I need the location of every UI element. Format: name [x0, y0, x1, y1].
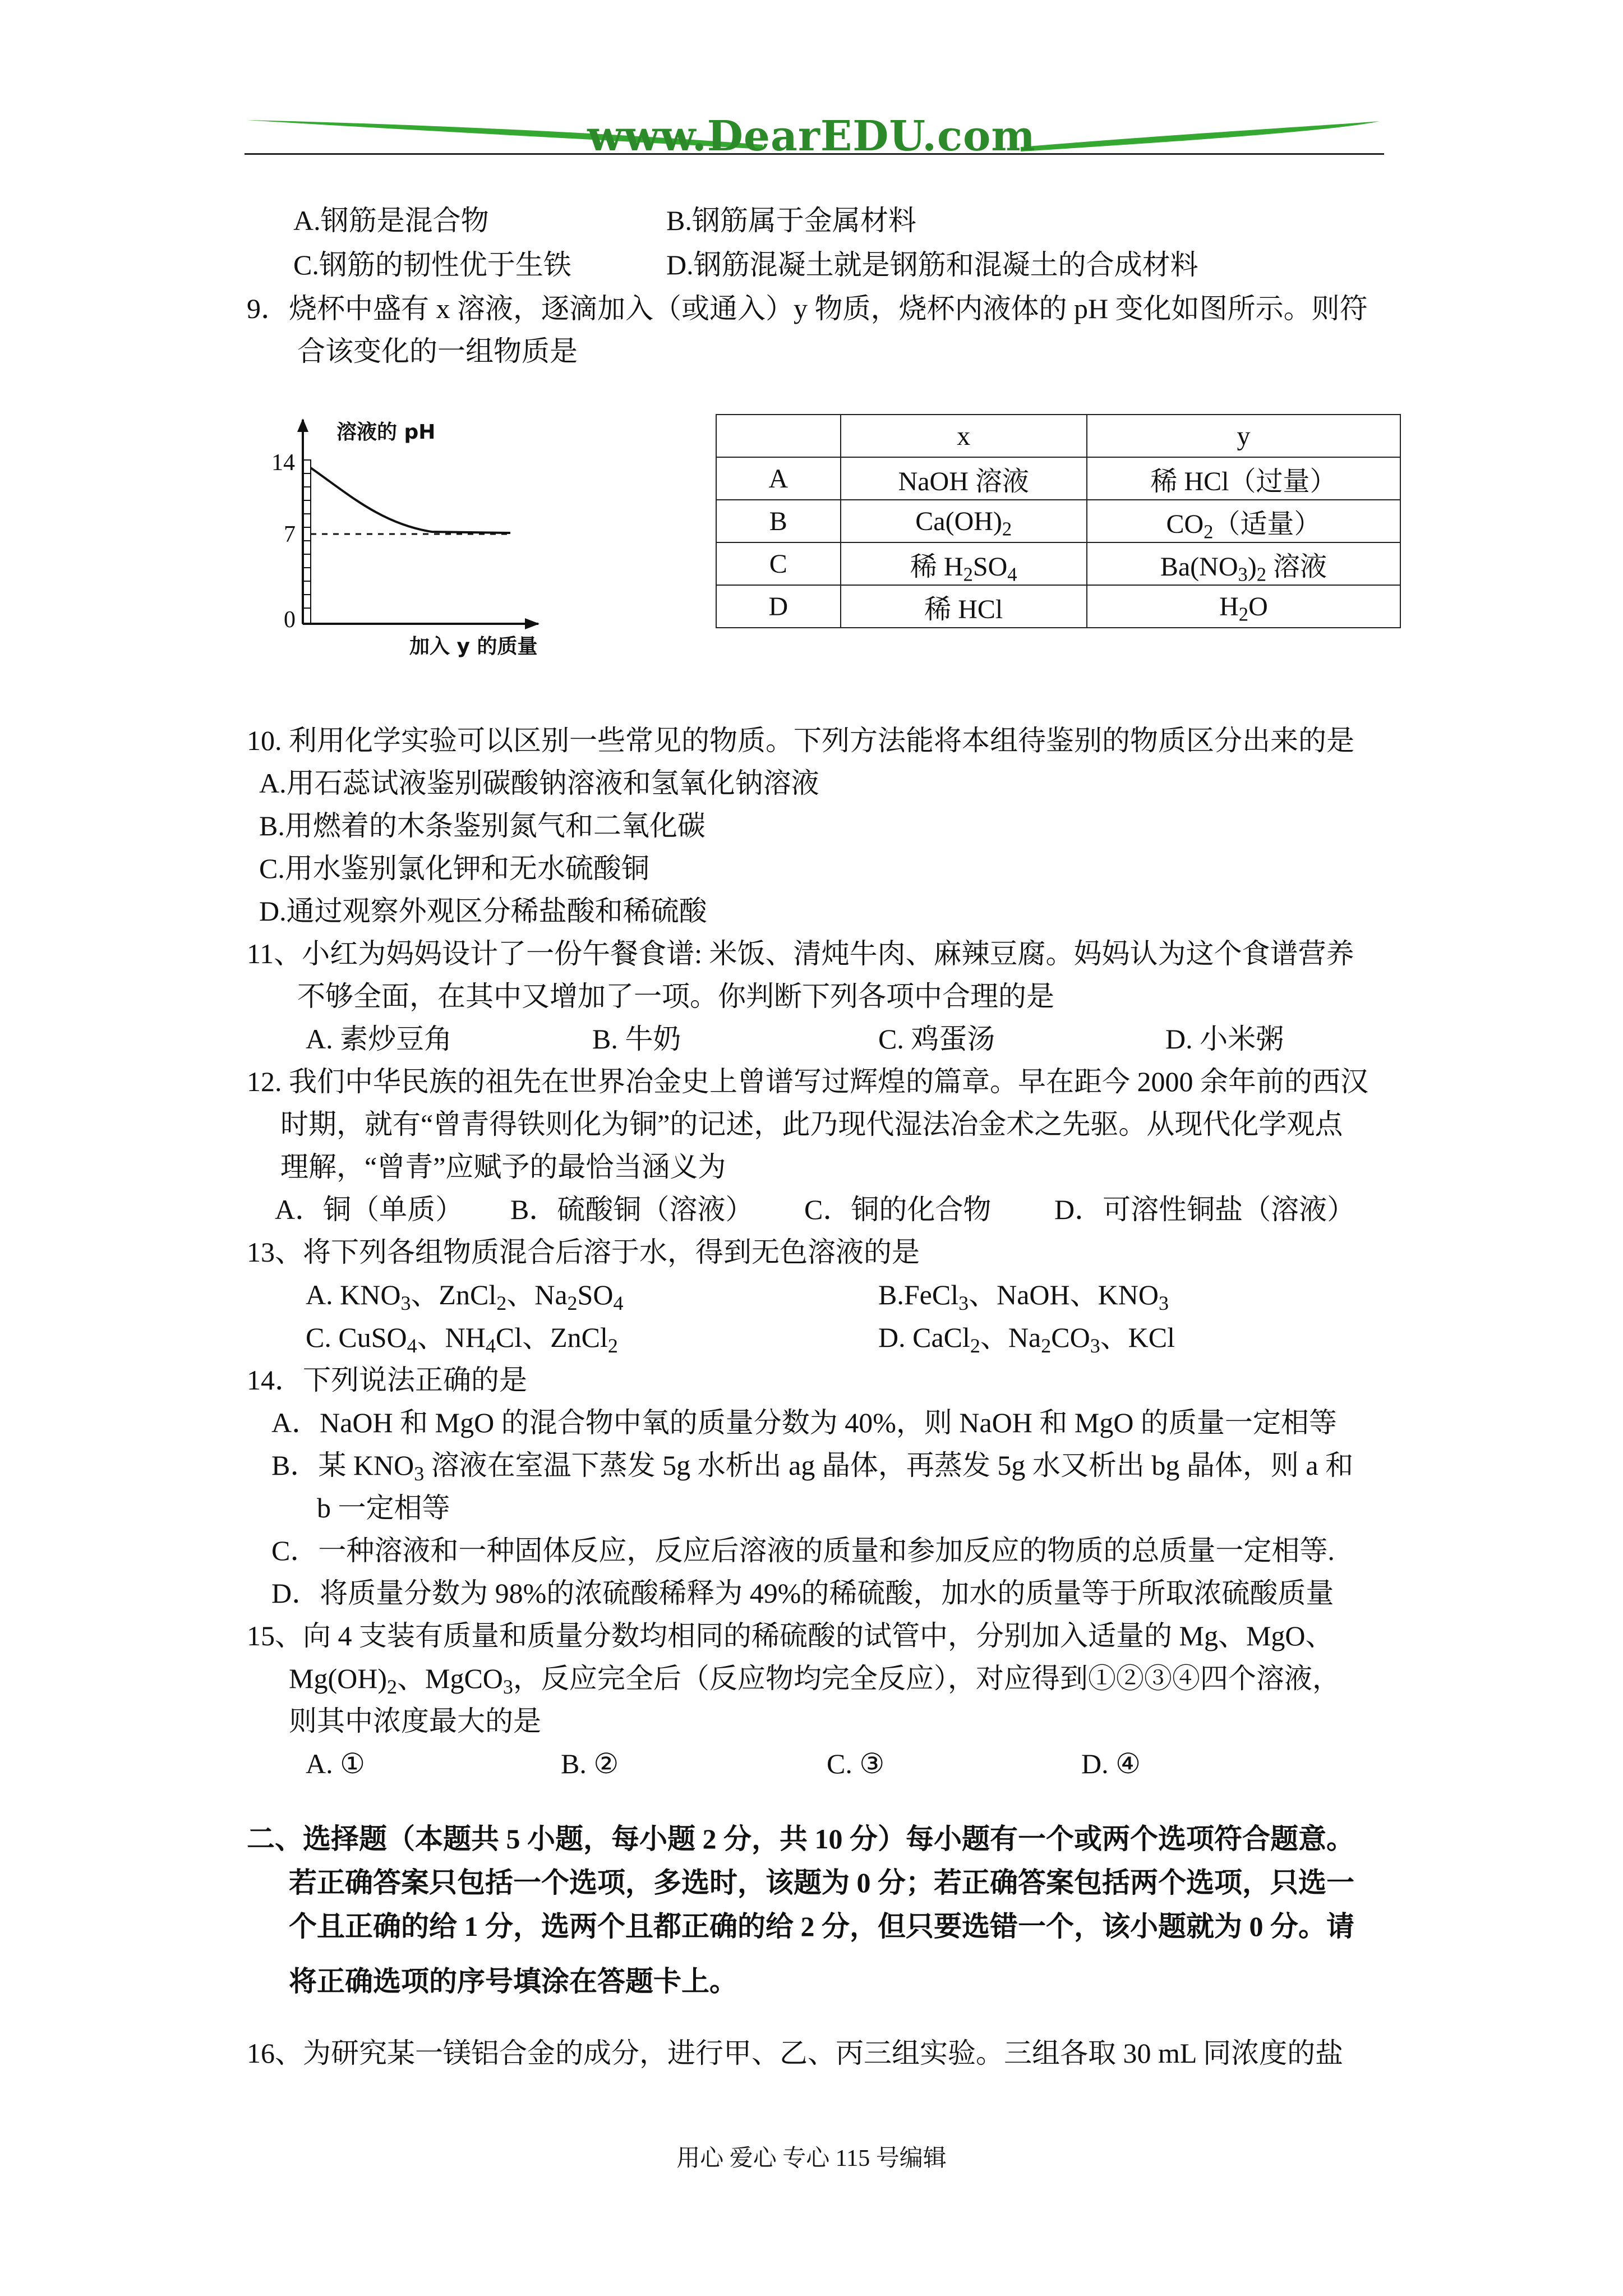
- table-header-y: y: [1087, 415, 1400, 457]
- q8-option-a: A.钢筋是混合物: [293, 205, 489, 236]
- table-row: [716, 542, 1400, 585]
- q9-options-table: [716, 414, 1401, 628]
- ph-chart-tick-7: 7: [284, 522, 296, 547]
- table-row-label: C: [716, 542, 841, 585]
- q15-option-b: B. ②: [561, 1748, 619, 1779]
- q9-stem-line2: 合该变化的一组物质是: [297, 335, 578, 367]
- q15-option-c: C. ③: [827, 1748, 885, 1779]
- q13-option-c: C. CuSO$_4$、$NH_4Cl$、ZnCl$_2$: [306, 1322, 618, 1358]
- ph-chart-xlabel: 加入 y 的质量: [409, 635, 538, 658]
- q11-stem-line1: 11、小红为妈妈设计了一份午餐食谱: 米饭、清炖牛肉、麻辣豆腐。妈妈认为这个食谱营养: [247, 938, 1354, 969]
- table-row-label: D: [716, 585, 841, 628]
- q10-option-a: A.用石蕊试液鉴别碳酸钠溶液和氢氧化钠溶液: [259, 767, 819, 799]
- ph-chart-tick-14: 14: [271, 450, 295, 476]
- q8-option-d: D.钢筋混凝土就是钢筋和混凝土的合成材料: [666, 249, 1198, 280]
- section2-heading-line4: 将正确选项的序号填涂在答题卡上。: [289, 1966, 737, 1997]
- table-row: [716, 457, 1400, 500]
- ph-chart: [247, 415, 561, 662]
- q8-option-b: B.钢筋属于金属材料: [666, 205, 916, 236]
- q15-stem-line3: 则其中浓度最大的是: [289, 1705, 541, 1737]
- table-cell-x: 稀 HCl: [841, 585, 1087, 628]
- q15-stem-line2: $Mg(OH)_2$、MgCO$_3$，反应完全后（反应物均完全反应），对应得到①②③④四个溶液，: [289, 1663, 1340, 1699]
- table-row-label: A: [716, 457, 841, 500]
- table-cell: [716, 415, 841, 457]
- table-cell-y: $H_2O$: [1087, 585, 1400, 628]
- q12-option-b: B．硫酸铜（溶液）: [510, 1194, 754, 1225]
- ph-chart-x-arrow: [525, 618, 540, 629]
- q11-option-a: A. 素炒豆角: [306, 1023, 453, 1055]
- section2-heading-line3: 个且正确的给 1 分，选两个且都正确的给 2 分，但只要选错一个，该小题就为 0 分。请: [289, 1911, 1354, 1942]
- q14-option-b-line1: B．某 $KNO_3$ 溶液在室温下蒸发 5g 水析出 ag 晶体，再蒸发 5g 水又析出 bg 晶体，则 a 和: [271, 1450, 1354, 1485]
- table-row: [716, 585, 1400, 628]
- header-rule: [245, 153, 1384, 155]
- table-header-x: x: [841, 415, 1087, 457]
- q13-option-b: B.FeCl$_3$、NaOH、$KNO_3$: [878, 1279, 1169, 1315]
- q11-option-c: C. 鸡蛋汤: [878, 1023, 995, 1055]
- table-header-row: [716, 415, 1400, 457]
- q16-stem-line1: 16、为研究某一镁铝合金的成分，进行甲、乙、丙三组实验。三组各取 30 mL 同浓度的盐: [247, 2037, 1344, 2069]
- ph-chart-y-arrow: [297, 418, 308, 432]
- ph-chart-tick-strip: [303, 460, 311, 624]
- q12-stem-line3: 理解，“曾青”应赋予的最恰当涵义为: [280, 1151, 726, 1182]
- q11-stem-line2: 不够全面，在其中又增加了一项。你判断下列各项中合理的是: [297, 981, 1054, 1012]
- section2-heading-line2: 若正确答案只包括一个选项，多选时，该题为 0 分；若正确答案包括两个选项，只选一: [289, 1867, 1354, 1898]
- q10-stem: 10. 利用化学实验可以区别一些常见的物质。下列方法能将本组待鉴别的物质区分出来的是: [247, 725, 1354, 756]
- site-title: www.DearEDU.com: [587, 112, 1036, 160]
- table-row: [716, 500, 1400, 542]
- page-footer: 用心 爱心 专心 115 号编辑: [676, 2146, 947, 2171]
- table-cell-x: $Ca(OH)_2$: [841, 500, 1087, 542]
- section2-heading-line1: 二、选择题（本题共 5 小题，每小题 2 分，共 10 分）每小题有一个或两个选项符合题意。: [247, 1823, 1354, 1855]
- table-row-label: B: [716, 500, 841, 542]
- table-cell-y: $Ba(NO_3)_2$ 溶液: [1087, 542, 1400, 585]
- q14-stem: 14．下列说法正确的是: [247, 1364, 527, 1396]
- q10-option-b: B.用燃着的木条鉴别氮气和二氧化碳: [259, 810, 706, 841]
- q13-option-d: D. CaCl$_2$、$Na_2CO_3$、KCl: [878, 1322, 1175, 1358]
- q8-option-c: C.钢筋的韧性优于生铁: [293, 249, 571, 280]
- table-cell-x: 稀 $H_2SO_4$: [841, 542, 1087, 585]
- q12-option-a: A．铜（单质）: [275, 1194, 464, 1225]
- q9-stem-line1: 9．烧杯中盛有 x 溶液，逐滴加入（或通入）y 物质，烧杯内液体的 pH 变化如图所示。则符: [247, 293, 1368, 324]
- ph-chart-curve: [311, 468, 510, 533]
- q14-option-a: A．NaOH 和 MgO 的混合物中氧的质量分数为 40%，则 NaOH 和 MgO 的质量一定相等: [271, 1407, 1337, 1438]
- q12-stem-line2: 时期，就有“曾青得铁则化为铜”的记述，此乃现代湿法冶金术之先驱。从现代化学观点: [280, 1108, 1343, 1140]
- q11-option-b: B. 牛奶: [592, 1023, 681, 1055]
- q12-option-c: C．铜的化合物: [804, 1194, 992, 1225]
- q14-option-d: D．将质量分数为 98%的浓硫酸稀释为 49%的稀硫酸，加水的质量等于所取浓硫酸质量: [271, 1577, 1334, 1609]
- ph-chart-tick-0: 0: [284, 607, 296, 633]
- table-cell-y: 稀 HCl（过量）: [1087, 457, 1400, 500]
- q15-option-d: D. ④: [1081, 1748, 1141, 1779]
- q12-option-d: D．可溶性铜盐（溶液）: [1054, 1194, 1355, 1225]
- q10-option-c: C.用水鉴别氯化钾和无水硫酸铜: [259, 853, 649, 884]
- table-cell-y: $CO_2$（适量）: [1087, 500, 1400, 542]
- table-cell-x: NaOH 溶液: [841, 457, 1087, 500]
- q14-option-c: C．一种溶液和一种固体反应，反应后溶液的质量和参加反应的物质的总质量一定相等.: [271, 1535, 1335, 1566]
- q11-option-d: D. 小米粥: [1165, 1023, 1284, 1055]
- q14-option-b-line2: b 一定相等: [317, 1492, 450, 1524]
- q15-option-a: A. ①: [306, 1748, 365, 1779]
- q13-option-a: A. $KNO_3$、ZnCl$_2$、$Na_2SO_4$: [306, 1279, 624, 1315]
- q15-stem-line1: 15、向 4 支装有质量和质量分数均相同的稀硫酸的试管中，分别加入适量的 Mg、MgO、: [247, 1620, 1334, 1651]
- q13-stem: 13、将下列各组物质混合后溶于水，得到无色溶液的是: [247, 1236, 920, 1268]
- q10-option-d: D.通过观察外观区分稀盐酸和稀硫酸: [259, 895, 707, 927]
- q12-stem-line1: 12. 我们中华民族的祖先在世界冶金史上曾谱写过辉煌的篇章。早在距今 2000 余年前的西汉: [247, 1066, 1368, 1097]
- ph-chart-ylabel: 溶液的 pH: [336, 421, 436, 444]
